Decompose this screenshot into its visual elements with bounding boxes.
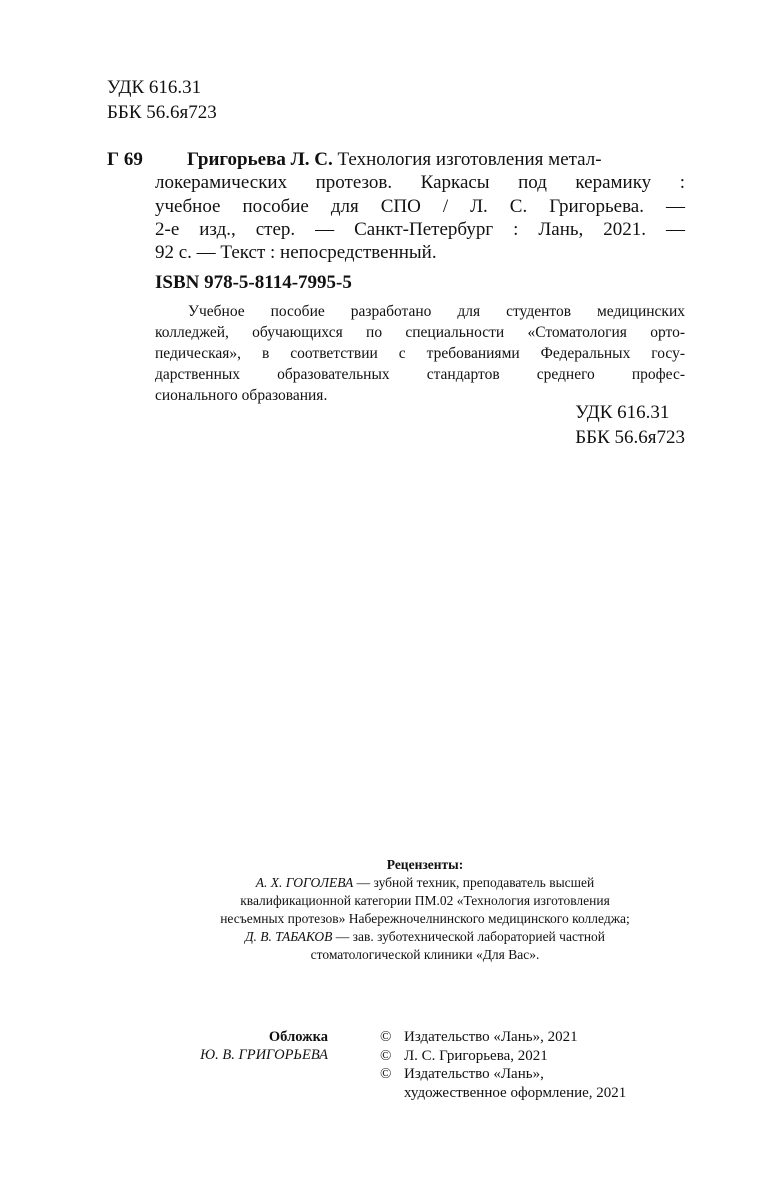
bib-line-1 xyxy=(155,148,685,171)
bib-line-2: локерамических протезов. Каркасы под керамику : xyxy=(155,172,685,194)
bbk-code-right: ББК 56.6я723 xyxy=(575,427,685,448)
bib-title-start: Технология изготовления метал- xyxy=(332,149,602,170)
reviewer-2-line-2: стоматологической клиники «Для Вас». xyxy=(310,947,540,962)
reviewer-1-role: — зубной техник, преподаватель высшей xyxy=(353,875,595,890)
bib-line-5: 92 с. — Текст : непосредственный. xyxy=(155,242,437,264)
udk-code-right: УДК 616.31 xyxy=(575,402,670,423)
reviewer-2-name: Д. В. ТАБАКОВ xyxy=(244,929,333,944)
author-mark: Г 69 xyxy=(107,149,143,170)
reviewer-2-line-1 xyxy=(135,928,715,946)
isbn: ISBN 978-5-8114-7995-5 xyxy=(155,272,352,293)
cover-designer: Ю. В. ГРИГОРЬЕВА xyxy=(200,1047,328,1063)
cover-label: Обложка xyxy=(268,1029,328,1045)
reviewer-1-line-3: несъемных протезов» Набережночелнинского медицинского колледжа; xyxy=(220,911,630,926)
annotation-line: дарственных образовательных стандартов среднего профес- xyxy=(155,366,685,383)
classification-codes-right xyxy=(575,400,685,450)
annotation-line: сионального образования. xyxy=(155,387,328,404)
reviewers-block xyxy=(135,856,715,964)
copyright-text: Издательство «Лань», 2021 xyxy=(404,1029,578,1045)
copyright-icon: © xyxy=(380,1066,392,1082)
bib-line-3: учебное пособие для СПО / Л. С. Григорьева. — xyxy=(155,195,685,217)
cover-credit xyxy=(200,1028,328,1064)
copyright-line-3 xyxy=(380,1065,626,1084)
copyright-icon: © xyxy=(380,1029,392,1045)
copyright-text: Издательство «Лань», xyxy=(404,1066,544,1082)
copyright-block xyxy=(380,1028,626,1102)
copyright-line-4: художественное оформление, 2021 xyxy=(404,1084,627,1101)
udk-code: УДК 616.31 xyxy=(107,77,202,98)
annotation-line: педическая», в соответствии с требованиями Федеральных госу- xyxy=(155,345,685,362)
copyright-text: Л. С. Григорьева, 2021 xyxy=(404,1047,548,1064)
annotation-line: колледжей, обучающихся по специальности «Стоматология орто- xyxy=(155,324,685,341)
copyright-line-2 xyxy=(380,1047,626,1066)
bbk-code: ББК 56.6я723 xyxy=(107,102,217,123)
reviewer-1-line-2: квалификационной категории ПМ.02 «Технология изготовления xyxy=(240,893,610,908)
classification-codes-top xyxy=(107,75,217,125)
bibliographic-record xyxy=(155,148,685,264)
copyright-line-1 xyxy=(380,1028,626,1047)
annotation-line: Учебное пособие разработано для студентов медицинских xyxy=(188,303,685,320)
reviewer-1-line-1 xyxy=(135,874,715,892)
annotation xyxy=(155,301,685,406)
bib-author: Григорьева Л. С. xyxy=(187,149,333,170)
reviewers-heading: Рецензенты: xyxy=(386,857,464,872)
reviewer-2-role: — зав. зуботехнической лабораторией частной xyxy=(332,929,606,944)
copyright-icon: © xyxy=(380,1047,392,1064)
reviewer-1-name: А. Х. ГОГОЛЕВА xyxy=(255,875,354,890)
bib-line-4: 2-е изд., стер. — Санкт-Петербург : Лань, 2021. — xyxy=(155,218,685,240)
